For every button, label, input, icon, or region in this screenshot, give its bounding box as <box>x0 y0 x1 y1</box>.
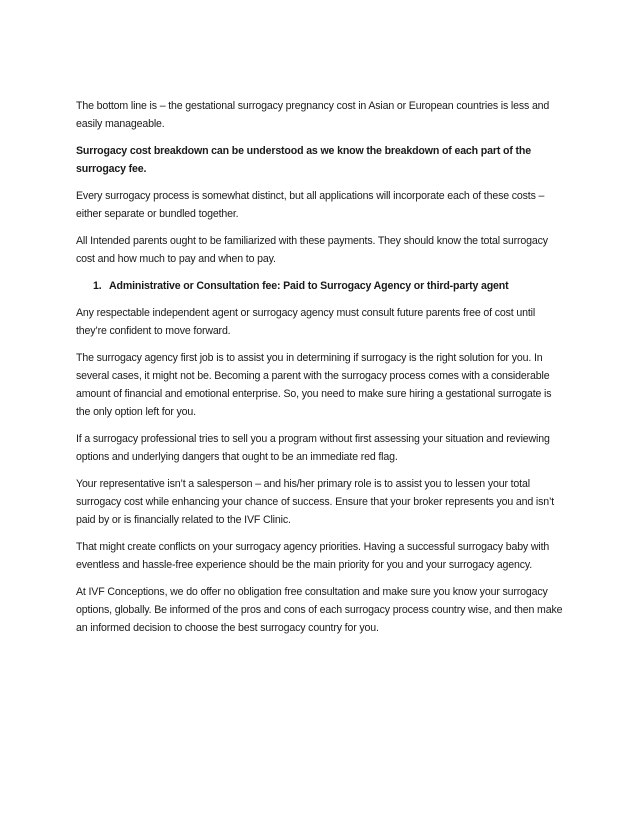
paragraph-respectable-agent: Any respectable independent agent or surrogacy agency must consult future parents free of cost until they’re confident to move forward. <box>76 307 536 337</box>
paragraph-intended-parents: All Intended parents ought to be familiarized with these payments. They should know the total surrogacy cost and how much to pay and when to pay. <box>76 235 548 265</box>
document-body <box>76 97 566 646</box>
paragraph-agency-first-job: The surrogacy agency first job is to assist you in determining if surrogacy is the right solution for you. In several cases, it might not be. Becoming a parent with the surrogacy process comes with a considerable amount of financial and emotional enterprise. So, you need to make sure hiring a gestational surrogate is the only option left for you. <box>76 352 552 418</box>
paragraph-process-distinct: Every surrogacy process is somewhat distinct, but all applications will incorporate each of these costs – either separate or bundled together. <box>76 190 545 220</box>
paragraph-conflicts: That might create conflicts on your surrogacy agency priorities. Having a successful surrogacy baby with eventless and hassle-free experience should be the main priority for you and your surrogacy agency. <box>76 541 550 571</box>
paragraph-ivf-conceptions: At IVF Conceptions, we do offer no obligation free consultation and make sure you know your surrogacy options, globally. Be informed of the pros and cons of each surrogacy process country wise, and then make an informed decision to choose the best surrogacy country for you. <box>76 586 563 634</box>
paragraph-representative: Your representative isn’t a salesperson – and his/her primary role is to assist you to lessen your total surrogacy cost while enhancing your chance of success. Ensure that your broker represents you and isn’t paid by or is financially related to the IVF Clinic. <box>76 478 555 526</box>
list-item-text: Administrative or Consultation fee: Paid to Surrogacy Agency or third-party agent <box>109 280 509 292</box>
list-item-administrative-fee <box>76 277 566 295</box>
paragraph-cost-breakdown-heading: Surrogacy cost breakdown can be understood as we know the breakdown of each part of the surrogacy fee. <box>76 145 531 175</box>
paragraph-red-flag: If a surrogacy professional tries to sell you a program without first assessing your situation and reviewing options and underlying dangers that ought to be an immediate red flag. <box>76 433 550 463</box>
list-item-number: 1. <box>93 280 102 292</box>
paragraph-bottom-line: The bottom line is – the gestational surrogacy pregnancy cost in Asian or European countries is less and easily manageable. <box>76 100 550 130</box>
